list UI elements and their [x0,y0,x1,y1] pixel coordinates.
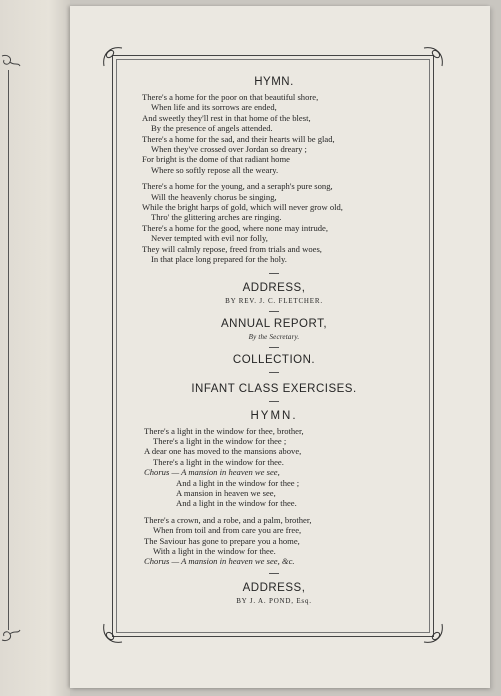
verse-line: Will the heavenly chorus be singing, [151,191,277,202]
divider [269,401,279,402]
verse-line: There's a light in the window for thee. [153,456,284,467]
verse-line: They will calmly repose, freed from trials and woes, [142,243,322,254]
divider [269,372,279,373]
corner-ornament-icon [100,620,126,646]
corner-ornament-icon [100,44,126,70]
address-speaker: BY J. A. POND, Esq. [236,596,312,605]
chorus-line: Chorus — A mansion in heaven we see, &c. [144,556,295,567]
left-page [0,0,70,696]
report-title: ANNUAL REPORT, [220,317,328,330]
verse-line: A dear one has moved to the mansions above, [144,446,302,457]
hymn-stanza [142,92,406,175]
verse-line: Thro' the glittering arches are ringing. [151,212,282,223]
ornament-icon [0,622,22,644]
program-page [70,6,490,688]
divider [269,311,279,312]
verse-line: When life and its sorrows are ended, [151,102,277,113]
verse-line: And a light in the window for thee ; [176,477,300,488]
verse-line: In that place long prepared for the holy. [151,254,287,265]
corner-ornament-icon [420,44,446,70]
verse-line: There's a home for the good, where none may intrude, [142,222,329,233]
chorus-line: Chorus — A mansion in heaven we see, [144,467,280,478]
left-page-border [8,70,9,630]
address-speaker: BY REV. J. C. FLETCHER. [225,296,323,305]
verse-line: And a light in the window for thee. [176,498,297,509]
report-by: By the Secretary. [248,332,300,341]
verse-line: There's a light in the window for thee ; [153,435,287,446]
collection-title: COLLECTION. [232,353,316,366]
verse-line: When they've crossed over Jordan so dreary ; [151,144,307,155]
divider [269,573,279,574]
hymn-title: HYMN. [250,409,298,422]
verse-line: When from toil and from care you are free, [153,525,302,536]
verse-line: With a light in the window for thee. [153,545,276,556]
verse-line: There's a crown, and a robe, and a palm, brother, [144,514,312,525]
ornament-icon [0,52,22,74]
hymn-title: HYMN. [254,76,294,88]
verse-line: For bright is the dome of that radiant home [142,154,290,165]
verse-line: A mansion in heaven we see, [176,487,276,498]
divider [269,347,279,348]
verse-line: Where so softly repose all the weary. [151,164,279,175]
infant-class-title: INFANT CLASS EXERCISES. [191,382,357,395]
corner-ornament-icon [420,620,446,646]
hymn-stanza [142,181,406,264]
verse-line: By the presence of angels attended. [151,123,273,134]
verse-line: There's a home for the young, and a seraph's pure song, [142,181,333,192]
hymn-stanza [142,426,406,509]
address-title: ADDRESS, [242,281,306,294]
program-content [142,76,406,605]
verse-line: Never tempted with evil nor folly, [151,233,268,244]
verse-line: And sweetly they'll rest in that home of the blest, [142,112,311,123]
address-title: ADDRESS, [242,581,306,594]
verse-line: While the bright harps of gold, which will never grow old, [142,202,343,213]
verse-line: The Saviour has gone to prepare you a home, [144,535,300,546]
hymn-stanza [142,515,406,567]
divider [269,273,279,274]
verse-line: There's a home for the sad, and their hearts will be glad, [142,133,335,144]
verse-line: There's a home for the poor on that beautiful shore, [142,92,319,102]
verse-line: There's a light in the window for thee, brother, [144,425,304,436]
